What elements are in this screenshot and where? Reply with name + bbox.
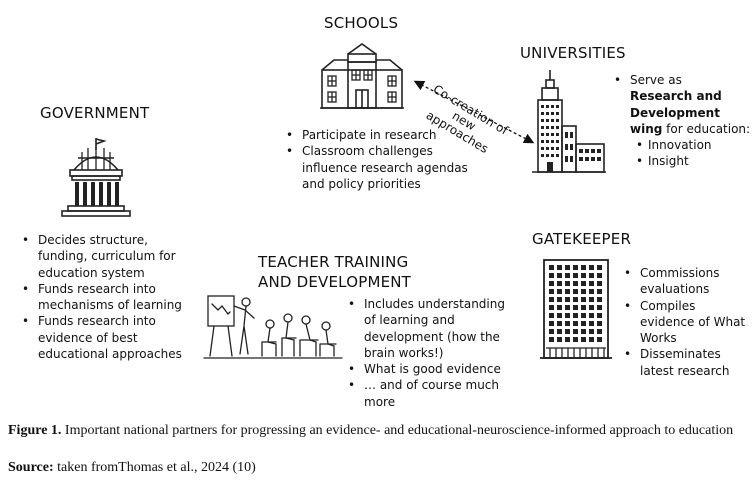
schools-title: SCHOOLS [324, 14, 399, 32]
list-item: • Funds research into evidence of best educational approaches [20, 313, 185, 362]
government-bullet-list [20, 232, 185, 362]
list-item: • … and of course much more [346, 377, 506, 410]
list-item: • Commissions evaluations [622, 265, 752, 298]
government-building-icon [58, 136, 134, 220]
government-title: GOVERNMENT [40, 104, 150, 122]
list-item: • What is good evidence [346, 361, 506, 377]
universities-serve-as: Serve as [630, 73, 682, 87]
teacher-bullet-list [346, 296, 506, 410]
source-line [8, 459, 750, 476]
gatekeeper-title: GATEKEEPER [532, 230, 632, 248]
universities-role-bold: Research and Development wing [630, 89, 722, 136]
list-item: • Innovation [634, 137, 752, 153]
list-item: • Decides structure, funding, curriculum for education system [20, 232, 185, 281]
list-item: • Funds research into mechanisms of learning [20, 281, 185, 314]
list-item [612, 72, 752, 170]
universities-title: UNIVERSITIES [520, 44, 626, 62]
university-tower-icon [530, 70, 606, 174]
source-label: Source: [8, 460, 54, 475]
school-building-icon [318, 40, 406, 112]
teacher-title-line1: TEACHER TRAINING [258, 253, 409, 271]
gatekeeper-bullet-list [622, 265, 752, 379]
list-item: • Classroom challenges influence research agendas and policy priorities [284, 143, 474, 192]
list-item: • Insight [634, 153, 752, 169]
list-item: • Compiles evidence of What Works [622, 298, 752, 347]
figure-text: Important national partners for progressing an evidence- and educational-neuroscience-informed approach to education [64, 423, 734, 438]
co-creation-label: Co-creation of new approaches [423, 82, 511, 157]
list-item: • Disseminates latest research [622, 346, 752, 379]
universities-sub-list [634, 137, 752, 170]
teacher-title [258, 252, 411, 292]
universities-role-rest: for education: [666, 121, 751, 136]
teacher-training-icon [204, 290, 344, 366]
teacher-title-line2: AND DEVELOPMENT [258, 273, 412, 291]
list-item: • Participate in research [284, 127, 474, 143]
universities-bullet-list [612, 72, 752, 170]
office-building-icon [540, 258, 612, 362]
list-item: • Includes understanding of learning and development (how the brain works!) [346, 296, 506, 361]
source-text: taken fromThomas et al., 2024 (10) [57, 460, 256, 475]
figure-caption [8, 422, 750, 439]
figure-label: Figure 1. [8, 423, 62, 438]
